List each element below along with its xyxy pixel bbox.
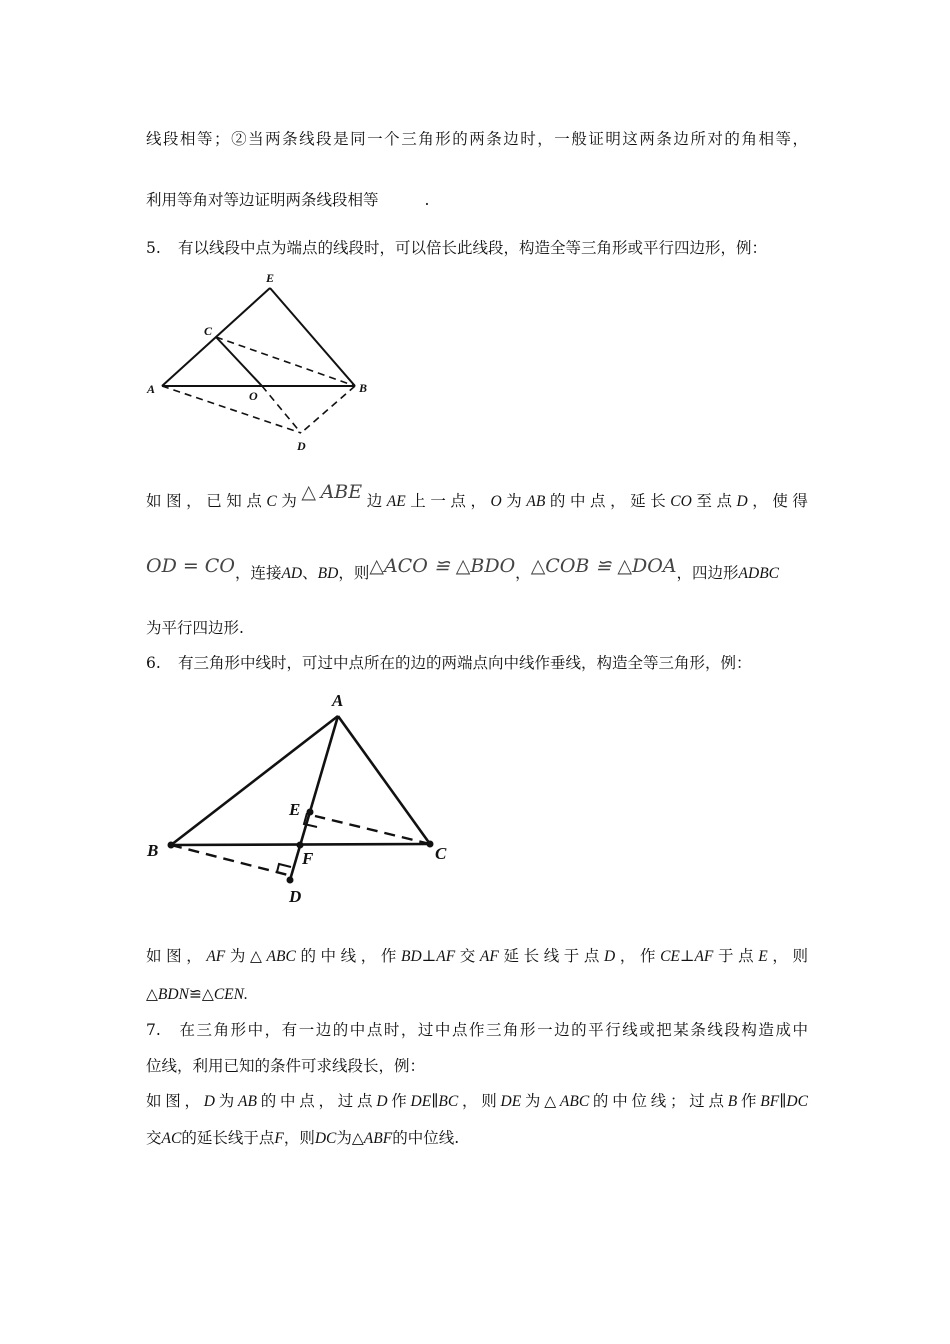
segment-ad (290, 716, 338, 880)
text: 的延长线于点 (181, 1129, 275, 1147)
label-c: C (435, 844, 447, 863)
parallel-symbol: ∥ (779, 1092, 787, 1110)
text: ，作 (615, 947, 661, 965)
perp-symbol: ⊥ (421, 947, 437, 965)
item-5-text: 有以线段中点为端点的线段时，可以倍长此线段，构造全等三角形或平行四边形，例： (178, 239, 768, 257)
right-angle-d (277, 864, 291, 872)
item-7-line-4 (146, 1127, 808, 1150)
text: 的中点，延长 (545, 492, 671, 510)
text: 如图， (146, 1092, 204, 1110)
item-7-text: 在三角形中，有一边的中点时，过中点作三角形一边的平行线或把某条线段构造成中 (178, 1021, 808, 1039)
math-od-eq-co: OD = CO (146, 555, 235, 577)
paragraph-line-2 (146, 189, 808, 211)
figure-median-perpendiculars (140, 684, 470, 909)
math-af: AF (694, 948, 714, 965)
math-de: DE (410, 1093, 432, 1110)
math-bf: BF (760, 1093, 780, 1110)
text: 交 (146, 1129, 162, 1147)
point-f (297, 842, 304, 849)
text: 至点 (691, 492, 737, 510)
text: 的中线，作 (295, 947, 401, 965)
math-af: AF (436, 948, 456, 965)
segment-bd-dashed (171, 845, 288, 875)
text: 为△ (336, 1129, 364, 1147)
text: ，则 (338, 564, 370, 582)
item-6-number: 6. (146, 654, 161, 672)
text: 延长线于点 (498, 947, 605, 965)
label-b: B (359, 381, 368, 395)
item-7-number: 7. (146, 1021, 161, 1039)
point-b (168, 842, 175, 849)
label-e: E (289, 800, 301, 819)
item-5-description-line-2 (146, 555, 808, 587)
math-co: CO (670, 493, 692, 510)
perp-symbol: ⊥ (679, 947, 695, 965)
math-d: D (376, 1093, 388, 1110)
item-5-description-line-3: 为平行四边形. (146, 619, 244, 637)
text: 为 (215, 1092, 239, 1110)
label-a: A (332, 691, 344, 710)
segment-bd-dashed (301, 386, 355, 433)
text: 的中点，过点 (256, 1092, 377, 1110)
point-c (427, 841, 434, 848)
math-bdn: BDN (157, 986, 189, 1003)
text: ，则 (283, 1129, 315, 1147)
text: 为△ (225, 947, 267, 965)
label-a: A (147, 382, 156, 396)
item-5-number: 5. (146, 239, 161, 257)
math-bd: BD (317, 565, 339, 582)
text: ， (515, 564, 531, 582)
parallel-symbol: ∥ (431, 1092, 439, 1110)
item-6-heading (146, 652, 808, 674)
text: ，连接 (234, 564, 282, 582)
label-e: E (266, 271, 275, 285)
figure-parallelogram (140, 266, 380, 456)
math-de: DE (500, 1093, 522, 1110)
label-f: F (302, 849, 314, 868)
text: 如图，已知点 (146, 492, 267, 510)
text: ，四边形 (676, 564, 739, 582)
math-ac: AC (161, 1130, 182, 1147)
text: 为 (501, 492, 527, 510)
item-7-heading (146, 1019, 808, 1041)
segment-ad-dashed (162, 386, 301, 433)
math-d: D (604, 948, 616, 965)
text: 为△ (521, 1092, 560, 1110)
text: 的中位线. (392, 1129, 460, 1147)
math-bc: BC (438, 1093, 459, 1110)
item-5-description-line-1 (146, 481, 808, 515)
math-o: O (490, 493, 502, 510)
label-d: D (297, 439, 306, 453)
math-af: AF (479, 948, 499, 965)
text: 上一点， (405, 492, 491, 510)
math-ce: CE (660, 948, 680, 965)
label-b: B (147, 841, 159, 860)
math-ae: AE (386, 493, 406, 510)
text: 交 (455, 947, 480, 965)
math-f: F (274, 1130, 284, 1147)
text: 如图， (146, 947, 207, 965)
text: 为 (276, 492, 302, 510)
math-c: C (266, 493, 277, 510)
paragraph-line-2-text: 利用等角对等边证明两条线段相等 (146, 191, 379, 209)
math-dc: DC (786, 1093, 808, 1110)
label-c: C (204, 324, 213, 338)
math-d: D (203, 1093, 215, 1110)
math-abf: ABF (363, 1130, 393, 1147)
text: 边 (362, 492, 387, 510)
text: 作 (737, 1092, 761, 1110)
text: ，则 (767, 947, 808, 965)
item-7-line-2: 位线，利用已知的条件可求线段长，例： (146, 1057, 426, 1075)
math-af: AF (206, 948, 226, 965)
point-e (307, 809, 314, 816)
text: 的中位线；过点 (589, 1092, 728, 1110)
paragraph-line-1: 线段相等；②当两条线段是同一个三角形的两条边时，一般证明这两条边所对的角相等， (146, 130, 808, 148)
math-e: E (758, 948, 768, 965)
text: 、 (302, 564, 318, 582)
text: ，使得 (747, 492, 808, 510)
math-dc: DC (314, 1130, 337, 1147)
item-5-heading (146, 237, 808, 259)
item-6-text: 有三角形中线时，可过中点所在的边的两端点向中线作垂线，构造全等三角形，例： (178, 654, 752, 672)
text: ，则 (458, 1092, 501, 1110)
point-d (287, 877, 294, 884)
label-d: D (289, 887, 302, 906)
math-abc: ABC (559, 1093, 590, 1110)
math-cen: CEN. (213, 986, 248, 1003)
label-o: O (249, 389, 258, 403)
item-7-line-3 (146, 1090, 808, 1113)
math-ad: AD (281, 565, 303, 582)
congruence-symbol: ≌△ (188, 985, 214, 1003)
math-abc: ABC (266, 948, 296, 965)
math-adbc: ADBC (738, 565, 780, 582)
text: 作 (387, 1092, 411, 1110)
text: 于点 (713, 947, 759, 965)
math-congruence-1: △ACO ≌ △BDO (369, 555, 516, 577)
math-bd: BD (401, 948, 422, 965)
math-d: D (736, 493, 748, 510)
math-ab: AB (238, 1093, 257, 1110)
math-b: B (727, 1093, 738, 1110)
math-ab: AB (526, 493, 546, 510)
math-triangle-abe: △ABE (301, 481, 363, 503)
triangle-symbol: △ (146, 985, 158, 1003)
paragraph-line-2-end: . (424, 191, 430, 209)
item-6-description-line-2 (146, 983, 808, 1006)
math-congruence-2: △COB ≌ △DOA (530, 555, 677, 577)
item-6-description-line-1 (146, 945, 808, 968)
